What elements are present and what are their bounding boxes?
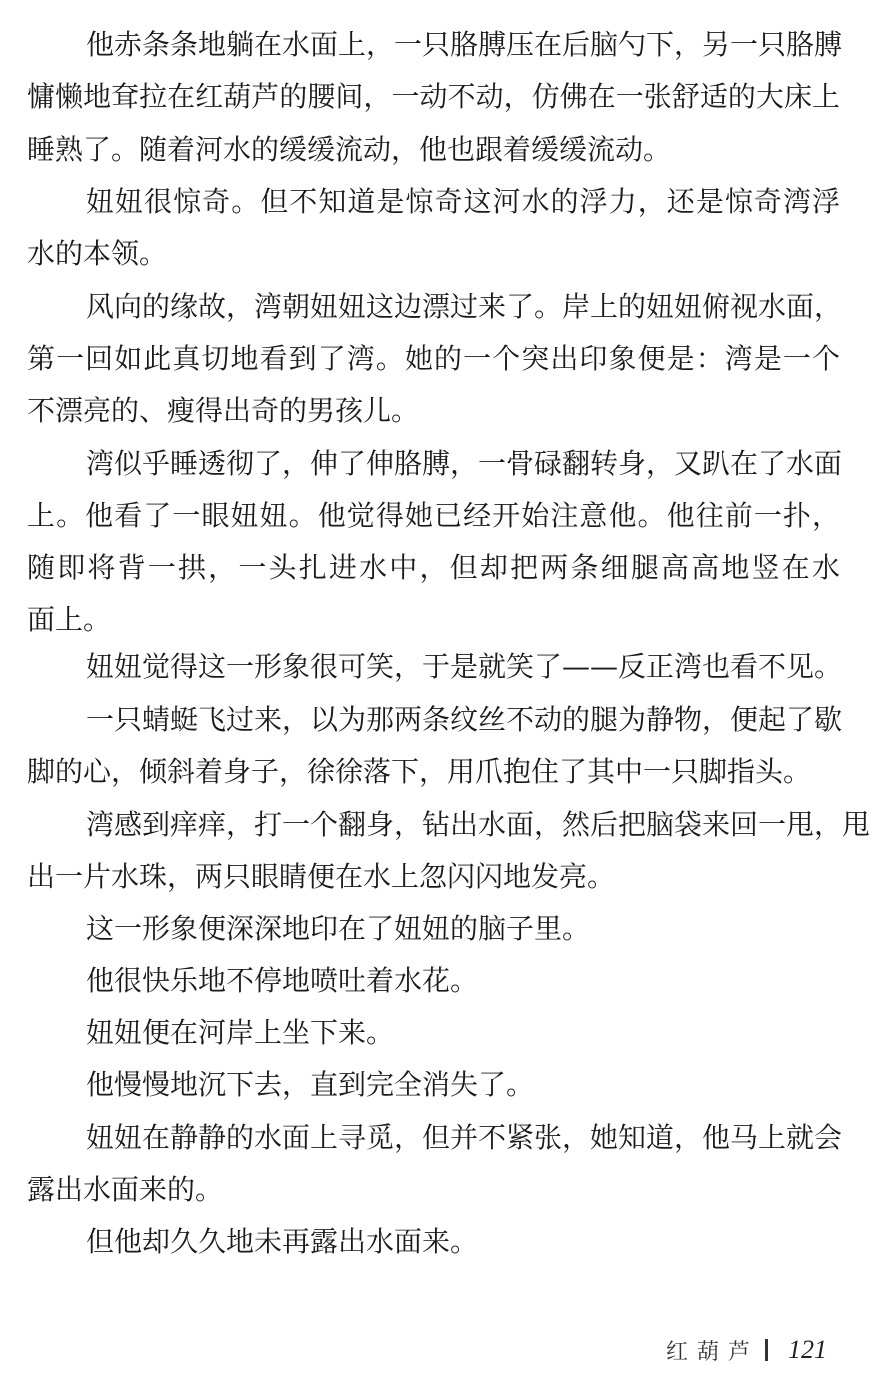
text-line: 一只蜻蜓飞过来，以为那两条纹丝不动的腿为静物，便起了歇 [86,703,843,736]
text-line: 这一形象便深深地印在了妞妞的脑子里。 [86,912,591,945]
text-line: 风向的缘故，湾朝妞妞这边漂过来了。岸上的妞妞俯视水面， [86,290,843,323]
text-line: 出一片水珠，两只眼睛便在水上忽闪闪地发亮。 [27,860,616,893]
text-line: 湾似乎睡透彻了，伸了伸胳膊，一骨碌翻转身，又趴在了水面 [86,447,843,480]
text-line: 上。他看了一眼妞妞。他觉得她已经开始注意他。他往前一扑， [27,499,840,532]
footer-divider [765,1339,768,1361]
running-title: 红葫芦 [666,1339,760,1365]
text-line: 妞妞很惊奇。但不知道是惊奇这河水的浮力，还是惊奇湾浮 [86,185,840,218]
text-line: 慵懒地耷拉在红葫芦的腰间，一动不动，仿佛在一张舒适的大床上 [27,80,840,113]
text-line: 他赤条条地躺在水面上，一只胳膊压在后脑勺下，另一只胳膊 [86,28,843,61]
page-footer [666,1333,827,1367]
text-line: 随即将背一拱，一头扎进水中，但却把两条细腿高高地竖在水 [27,551,840,584]
page-number: 121 [788,1335,828,1364]
text-line: 妞妞便在河岸上坐下来。 [86,1016,395,1049]
text-line: 水的本领。 [27,237,168,270]
text-line: 露出水面来的。 [27,1173,224,1206]
text-line: 不漂亮的、瘦得出奇的男孩儿。 [27,394,420,427]
text-line: 妞妞觉得这一形象很可笑，于是就笑了——反正湾也看不见。 [86,650,843,683]
text-line: 但他却久久地未再露出水面来。 [86,1225,479,1258]
text-line: 睡熟了。随着河水的缓缓流动，他也跟着缓缓流动。 [27,133,672,166]
text-line: 妞妞在静静的水面上寻觅，但并不紧张，她知道，他马上就会 [86,1121,843,1154]
text-line: 他很快乐地不停地喷吐着水花。 [86,964,479,997]
text-line: 他慢慢地沉下去，直到完全消失了。 [86,1068,535,1101]
text-line: 湾感到痒痒，打一个翻身，钻出水面，然后把脑袋来回一甩，甩 [86,808,871,841]
text-line: 第一回如此真切地看到了湾。她的一个突出印象便是：湾是一个 [27,342,840,375]
text-line: 脚的心，倾斜着身子，徐徐落下，用爪抱住了其中一只脚指头。 [27,755,812,788]
text-line: 面上。 [27,603,112,636]
